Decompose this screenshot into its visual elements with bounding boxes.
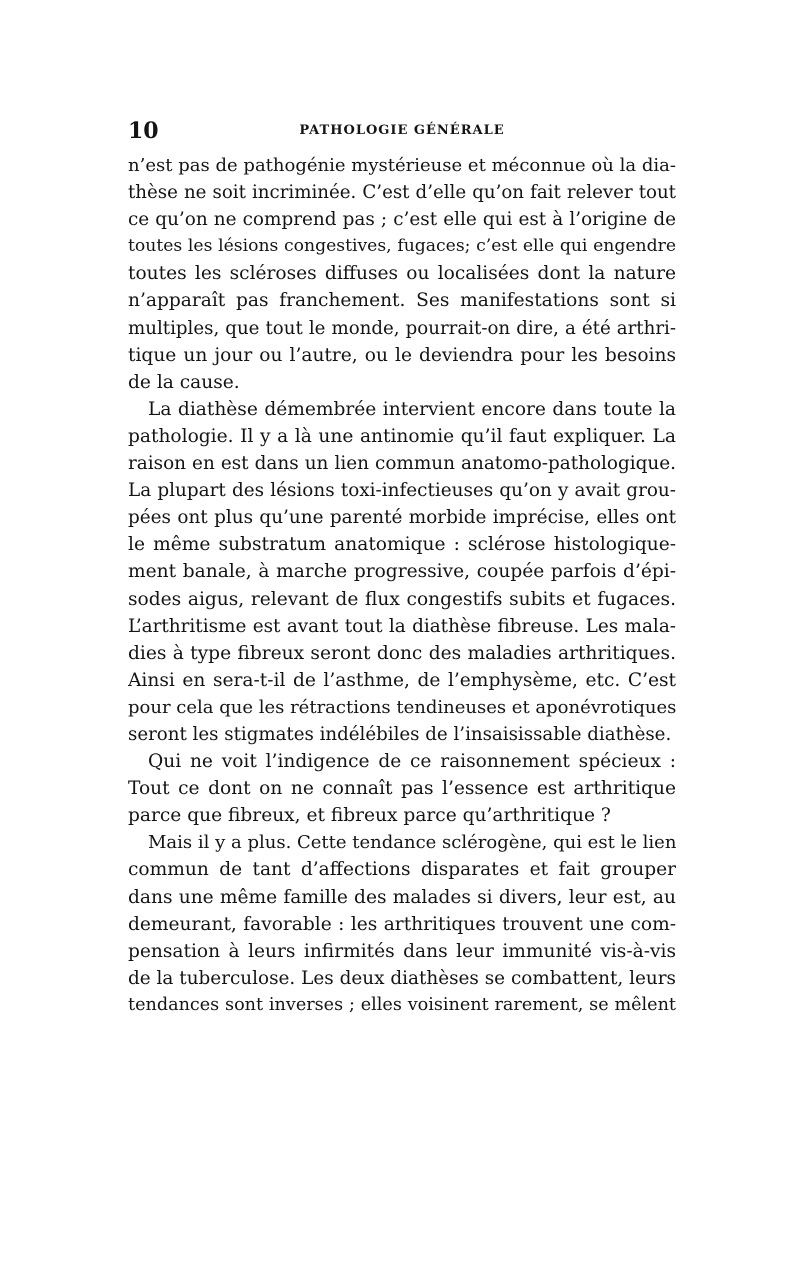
text-line: Ainsi en sera-t-il de l’asthme, de l’emphysème, etc. C’est	[128, 669, 676, 691]
text-line: dies à type fibreux seront donc des maladies arthritiques.	[128, 642, 676, 664]
text-line: ment banale, à marche progressive, coupée parfois d’épi-	[128, 561, 676, 583]
text-line: Mais il y a plus. Cette tendance sclérogène, qui est le lien	[148, 832, 676, 854]
text-line: thèse ne soit incriminée. C’est d’elle qu’on fait relever tout	[128, 182, 676, 204]
text-line: demeurant, favorable : les arthritiques trouvent une com-	[128, 913, 676, 935]
text-line: toutes les lésions congestives, fugaces; c’est elle qui engendre	[128, 236, 676, 257]
text-line: n’apparaît pas franchement. Ses manifestations sont si	[128, 290, 676, 312]
running-header	[128, 118, 676, 144]
text-line: sodes aigus, relevant de flux congestifs subits et fugaces.	[128, 588, 676, 610]
running-title: PATHOLOGIE GÉNÉRALE	[299, 123, 505, 138]
body-text	[128, 152, 676, 1019]
text-line: seront les stigmates indélébiles de l’insaisissable diathèse.	[128, 723, 672, 745]
text-line: pensation à leurs infirmités dans leur immunité vis-à-vis	[128, 940, 676, 962]
text-line: Tout ce dont on ne connaît pas l’essence est arthritique	[128, 778, 676, 800]
text-line: n’est pas de pathogénie mystérieuse et méconnue où la dia-	[128, 155, 676, 176]
text-line: tendances sont inverses ; elles voisinent rarement, se mêlent	[128, 994, 676, 1015]
text-line: pathologie. Il y a là une antinomie qu’il faut expliquer. La	[128, 425, 676, 447]
text-line: tique un jour ou l’autre, ou le deviendra pour les besoins	[128, 344, 676, 366]
text-line: Qui ne voit l’indigence de ce raisonnement spécieux :	[148, 751, 676, 773]
text-line: L’arthritisme est avant tout la diathèse fibreuse. Les mala-	[128, 615, 676, 637]
text-line: toutes les scléroses diffuses ou localisées dont la nature	[128, 263, 676, 285]
text-line: raison en est dans un lien commun anatomo-pathologique.	[128, 453, 676, 475]
text-line: parce que fibreux, et fibreux parce qu’arthritique ?	[128, 805, 611, 827]
text-line: ce qu’on ne comprend pas ; c’est elle qui est à l’origine de	[128, 209, 676, 231]
text-line: commun de tant d’affections disparates et fait grouper	[128, 859, 676, 881]
text-line: pées ont plus qu’une parenté morbide imprécise, elles ont	[128, 507, 676, 529]
text-line: de la tuberculose. Les deux diathèses se combattent, leurs	[128, 967, 676, 989]
text-line: pour cela que les rétractions tendineuses et aponévrotiques	[128, 696, 676, 718]
text-line: de la cause.	[128, 371, 240, 393]
page-number: 10	[128, 118, 159, 144]
text-line: le même substratum anatomique : sclérose histologique-	[128, 534, 676, 556]
text-line: multiples, que tout le monde, pourrait-on dire, a été arthri-	[128, 317, 676, 339]
text-line: dans une même famille des malades si divers, leur est, au	[128, 886, 676, 908]
text-line: La diathèse démembrée intervient encore dans toute la	[148, 398, 676, 420]
text-line: La plupart des lésions toxi-infectieuses qu’on y avait grou-	[128, 480, 676, 502]
